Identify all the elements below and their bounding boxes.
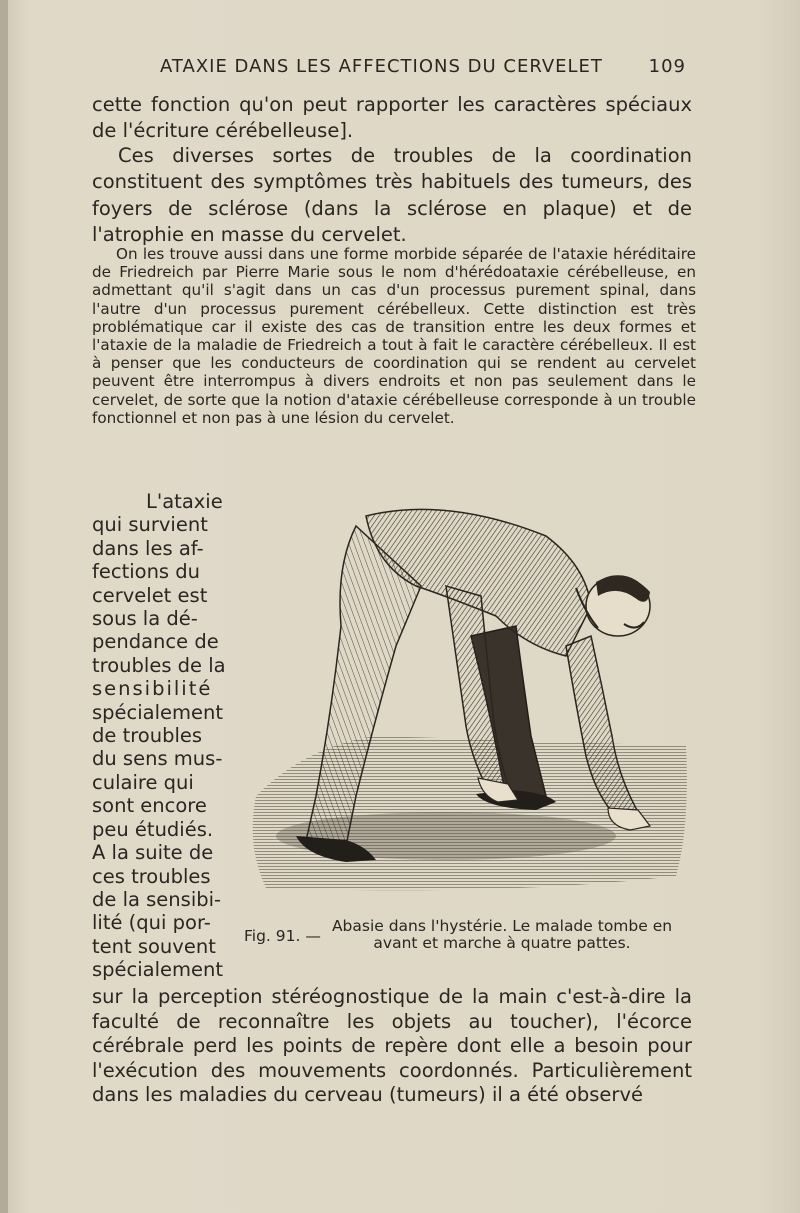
side-line: cervelet est (92, 583, 208, 607)
side-line: sous la dé- (92, 607, 198, 631)
side-line: de troubles (92, 724, 203, 748)
side-line: ces troubles (92, 864, 211, 888)
side-line: peu étudiés. (92, 817, 214, 841)
side-line: culaire qui (92, 770, 194, 794)
side-line: fections du (92, 560, 201, 584)
side-line: sont encore (92, 794, 207, 818)
running-head (160, 56, 690, 82)
side-line: A la suite de (92, 841, 214, 865)
figure-illustration (246, 496, 694, 912)
figure-caption-text: Abasie dans l'hystérie. Le malade tombe en avant et marche à quatre pattes. (331, 917, 673, 952)
side-line: L'ataxie (146, 490, 223, 513)
side-line: de la sensibi- (92, 887, 222, 911)
side-line: qui survient (92, 513, 208, 537)
side-line: du sens mus- (92, 747, 223, 771)
page-number: 109 (648, 56, 686, 77)
running-head-title: ATAXIE DANS LES AFFECTIONS DU CERVELET (160, 56, 603, 77)
side-line: troubles de la (92, 653, 226, 677)
figure-label: Fig. 91. — (244, 927, 321, 945)
side-line: pendance de (92, 630, 219, 654)
side-line: lité (qui por- (92, 911, 211, 935)
side-line: spécialement (92, 958, 224, 982)
side-line: tent souvent (92, 934, 216, 958)
side-line: sensibilité (92, 677, 213, 701)
page-edge (0, 0, 8, 1213)
side-column-text (92, 490, 226, 982)
paragraph-2: Ces diverses sortes de troubles de la coordination constituent des symptômes très habituels des tumeurs, des foyers de sclérose (dans la sclérose en plaque) et de l'atrophie en masse du cervelet. (92, 144, 692, 247)
side-line: spécialement (92, 700, 224, 724)
paragraph-1: cette fonction qu'on peut rapporter les caractères spéciaux de l'écriture cérébelleuse]. (92, 93, 692, 143)
paragraph-continuation: sur la perception stéréognostique de la main c'est-à-dire la faculté de reconnaître les objets au toucher), l'écorce cérébrale perd les points de repère dont elle a besoin pour l'exécution des mouvements coordonnés. Particulièrement dans les maladies du cerveau (tumeurs) il a été observé (92, 985, 692, 1107)
side-line: dans les af- (92, 536, 204, 560)
small-print-paragraph: On les trouve aussi dans une forme morbide séparée de l'ataxie héréditaire de Friedreich par Pierre Marie sous le nom d'hérédoataxie cérébelleuse, en admettant qu'il s'agit dans un cas d'un processus purement spinal, dans l'autre d'un processus purement cérébelleux. Cette distinction est très problématique car il existe des cas de transition entre les deux formes et l'ataxie de la maladie de Friedreich a tout à fait le caractère cérébelleux. Il est à penser que les conducteurs de coordination qui se rendent au cervelet peuvent être interrompus à divers endroits et non pas seulement dans le cervelet, de sorte que la notion d'ataxie cérébelleuse corresponde à un trouble fonctionnel et non pas à une lésion du cervelet. (92, 245, 696, 427)
